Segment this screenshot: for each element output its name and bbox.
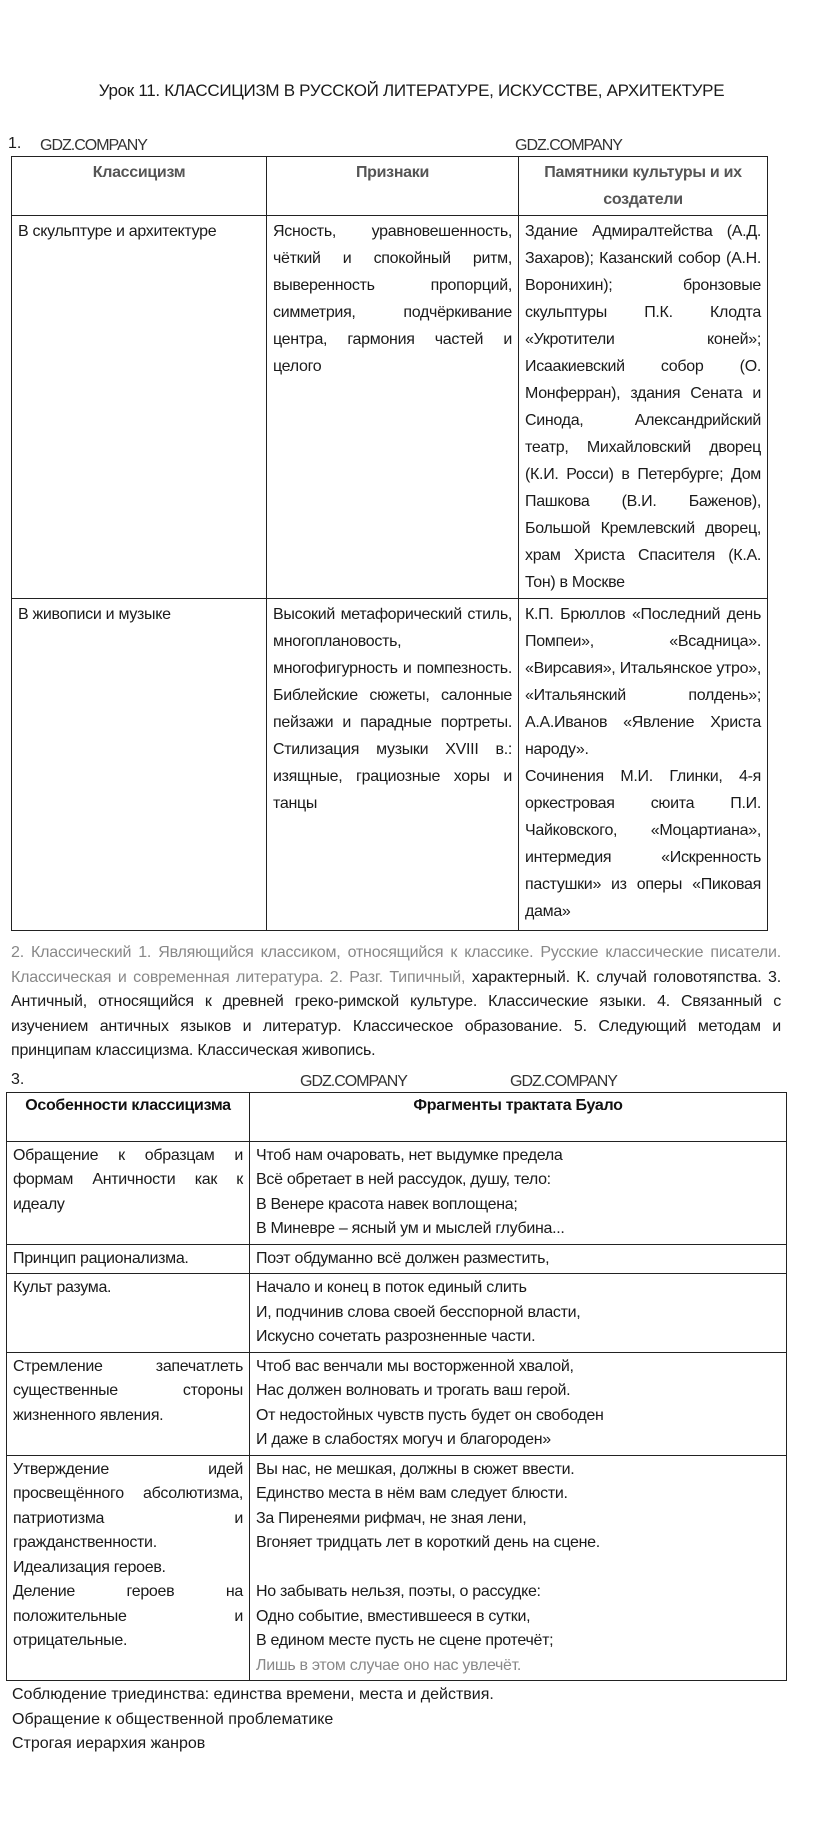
- verse-line: Искусно сочетать разрозненные части.: [256, 1328, 536, 1345]
- table-row: [12, 599, 768, 931]
- task-2-body: характерный. К. случай головотяпства. 3. Античный, относящийся к древней греко-римской культуре. Классические языки. 4. Связанный с изучением античных языков и литератур. Классическое образование. 5. Следующий методам и принципам классицизма. Классическая живопись.: [11, 968, 781, 1059]
- cell-features: Высокий метафорический стиль, многоплановость, многофигурность и помпезность. Библейские сюжеты, салонные пейзажи и парадные портреты. Стилизация музыки XVIII в.: изящные, грациозные хоры и танцы: [267, 599, 519, 931]
- monuments-music: Сочинения М.И. Глинки, 4-я оркестровая сюита П.И. Чайковского, «Моцартиана», интермедия «Искренность пастушки» из оперы «Пиковая дама»: [525, 768, 761, 920]
- cell-feature: Культ разума.: [7, 1274, 250, 1353]
- feature-text: Идеализация героев.: [13, 1558, 166, 1576]
- verse-line: Но забывать нельзя, поэты, о рассудке:: [256, 1583, 541, 1600]
- watermark: GDZ.COMPANY: [40, 137, 147, 154]
- watermark: GDZ.COMPANY: [515, 137, 622, 154]
- table-row: [7, 1455, 787, 1681]
- cell-area: В живописи и музыке: [12, 599, 267, 931]
- cell-fragment: [250, 1244, 787, 1274]
- header-features: Особенности классицизма: [7, 1092, 250, 1141]
- table-row: [7, 1352, 787, 1455]
- header-monuments: Памятники культуры и их создатели: [519, 157, 768, 216]
- cell-fragment: [250, 1141, 787, 1244]
- task-2-text: [11, 941, 781, 1064]
- cell-feature: Стремление запечатлеть существенные стороны жизненного явления.: [7, 1352, 250, 1455]
- watermark: GDZ.COMPANY: [510, 1072, 617, 1090]
- verse-line: За Пиренеями рифмач, не зная лени,: [256, 1509, 527, 1527]
- monuments-painting: К.П. Брюллов «Последний день Помпеи», «Всадница». «Вирсавия», Итальянское утро», «Итальянский полдень»; А.А.Иванов «Явление Христа народу».: [525, 606, 761, 758]
- table-row: [7, 1244, 787, 1274]
- verse-line: И даже в слабостях могуч и благороден»: [256, 1431, 551, 1448]
- task-1-number: 1.: [8, 135, 22, 152]
- page-title: Урок 11. КЛАССИЦИЗМ В РУССКОЙ ЛИТЕРАТУРЕ, ИСКУССТВЕ, АРХИТЕКТУРЕ: [98, 81, 725, 100]
- feature-text: Утверждение идей просвещённого абсолютизма, патриотизма и гражданственности.: [13, 1460, 243, 1551]
- feature-line: Строгая иерархия жанров: [12, 1735, 206, 1752]
- cell-feature: [7, 1455, 250, 1681]
- blank-line: [256, 1556, 780, 1581]
- verse-line: В едином месте пусть не сцене протечёт;: [256, 1632, 554, 1649]
- verse-line: Одно событие, вместившееся в сутки,: [256, 1607, 531, 1625]
- classicism-table: [11, 156, 768, 931]
- task-3-extra-features: [12, 1683, 823, 1757]
- task-3-heading: [0, 1068, 823, 1092]
- cell-area: В скульптуре и архитектуре: [12, 216, 267, 599]
- verse-line: От недостойных чувств пусть будет он свободен: [256, 1406, 604, 1424]
- table-row: [7, 1274, 787, 1353]
- verse-line: В Венере красота навек воплощена;: [256, 1195, 518, 1213]
- header-fragments: Фрагменты трактата Буало: [250, 1092, 787, 1141]
- feature-text: Деление героев на положительные и отрицательные.: [13, 1583, 243, 1649]
- header-classicism: Классицизм: [12, 157, 267, 216]
- table-header-row: [7, 1092, 787, 1141]
- verse-line: Чтоб вас венчали мы восторженной хвалой,: [256, 1357, 574, 1375]
- table-row: [7, 1141, 787, 1244]
- task-2-faded-text: 2. Классический 1. Являющийся классиком, относящийся к классике. Русские классические писатели. Классическая и современная литература. 2. Разг. Типичный,: [11, 944, 781, 986]
- cell-feature: Принцип рационализма.: [7, 1244, 250, 1274]
- verse-line: Вы нас, не мешкая, должны в сюжет ввести.: [256, 1460, 575, 1478]
- boileau-table: [6, 1092, 787, 1682]
- verse-line: Единство места в нём вам следует блюсти.: [256, 1485, 568, 1502]
- feature-line: Соблюдение триединства: единства времени, места и действия.: [12, 1686, 494, 1703]
- task-3-number: 3.: [11, 1070, 25, 1088]
- verse-line: В Миневре – ясный ум и мыслей глубина...: [256, 1220, 565, 1237]
- verse-line: Всё обретает в ней рассудок, душу, тело:: [256, 1171, 551, 1188]
- verse-line: Нас должен волновать и трогать ваш герой.: [256, 1382, 571, 1399]
- task-1-heading: [0, 132, 823, 156]
- cell-monuments: Здание Адмиралтейства (А.Д. Захаров); Казанский собор (А.Н. Воронихин); бронзовые скульптуры П.К. Клодта «Укротители коней»; Исаакиевский собор (О. Монферран), здания Сената и Синода, Александрийский театр, Михайловский дворец (К.И. Росси) в Петербурге; Дом Пашкова (В.И. Баженов), Большой Кремлевский дворец, храм Христа Спасителя (К.А. Тон) в Москве: [519, 216, 768, 599]
- feature-line: Обращение к общественной проблематике: [12, 1710, 334, 1728]
- cell-feature: Обращение к образцам и формам Античности как к идеалу: [7, 1141, 250, 1244]
- watermark: GDZ.COMPANY: [300, 1072, 407, 1090]
- verse-line: Вгоняет тридцать лет в короткий день на сцене.: [256, 1534, 600, 1551]
- verse-line: И, подчинив слова своей бесспорной власти,: [256, 1303, 581, 1321]
- verse-line: Лишь в этом случае оно нас увлечёт.: [256, 1656, 522, 1674]
- table-header-row: [12, 157, 768, 216]
- cell-fragment: [250, 1455, 787, 1681]
- cell-fragment: [250, 1274, 787, 1353]
- cell-features: Ясность, уравновешенность, чёткий и спокойный ритм, выверенность пропорций, симметрия, подчёркивание центра, гармония частей и целого: [267, 216, 519, 599]
- cell-fragment: [250, 1352, 787, 1455]
- verse-line: Чтоб нам очаровать, нет выдумке предела: [256, 1146, 563, 1164]
- cell-monuments: [519, 599, 768, 931]
- table-row: [12, 216, 768, 599]
- verse-line: Начало и конец в поток единый слить: [256, 1279, 527, 1296]
- verse-line: Поэт обдуманно всё должен разместить,: [256, 1249, 550, 1267]
- header-features: Признаки: [267, 157, 519, 216]
